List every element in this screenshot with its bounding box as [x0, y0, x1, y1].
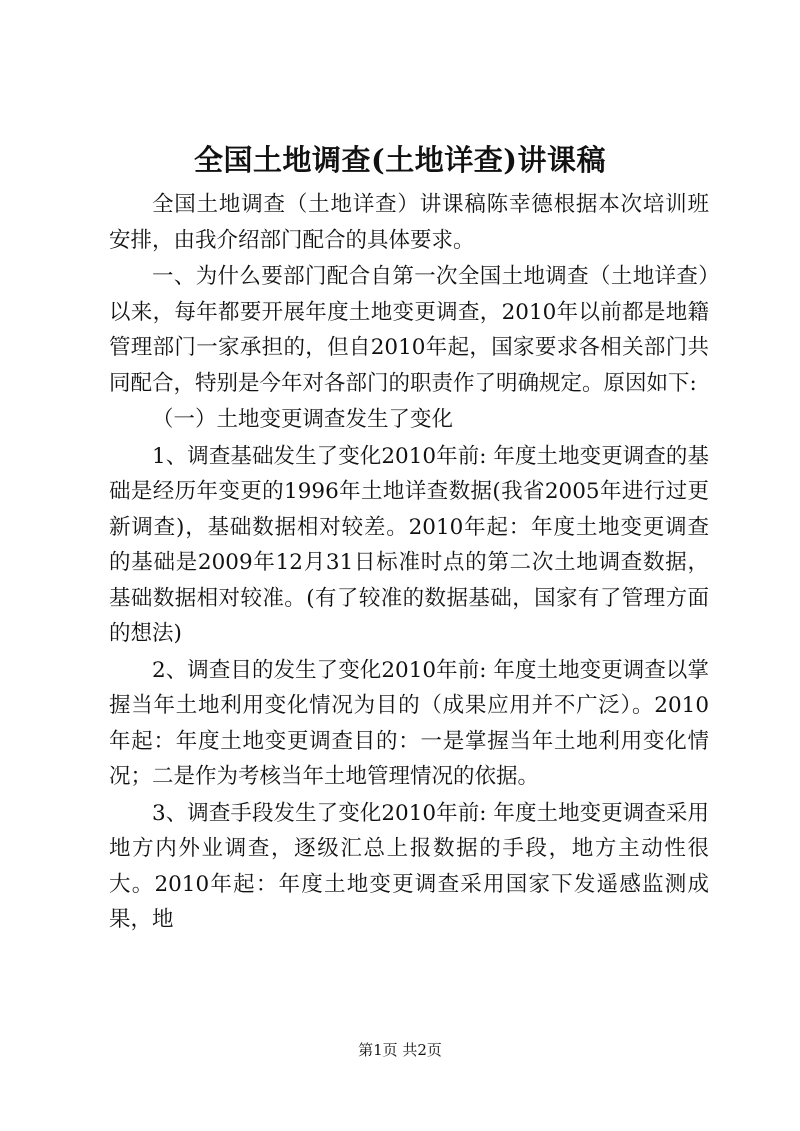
paragraph-section-1: 一、为什么要部门配合自第一次全国土地调查（土地详查）以来，每年都要开展年度土地变更调查，2010年以前都是地籍管理部门一家承担的，但自2010年起，国家要求各相关部门共同配合，特别是今年对各部门的职责作了明确规定。原因如下: — [109, 264, 709, 396]
paragraph-item-2: 2、调查目的发生了变化2010年前: 年度土地变更调查以掌握当年土地利用变化情况为目的（成果应用并不广泛）。2010年起：年度土地变更调查目的：一是掌握当年土地利用变化情况；二是作为考核当年土地管理情况的依据。 — [109, 657, 709, 789]
paragraph-item-3: 3、调查手段发生了变化2010年前: 年度土地变更调查采用地方内外业调查，逐级汇总上报数据的手段，地方主动性很大。2010年起：年度土地变更调查采用国家下发遥感监测成果，地 — [109, 800, 709, 932]
document-title: 全国土地调查(土地详查)讲课稿 — [194, 143, 606, 177]
paragraph-subheading-1: （一）土地变更调查发生了变化 — [152, 407, 454, 432]
page-number-footer: 第1页 共2页 — [358, 1041, 442, 1059]
paragraph-intro: 全国土地调查（土地详查）讲课稿陈幸德根据本次培训班安排，由我介绍部门配合的具体要求。 — [109, 192, 709, 253]
document-body — [109, 187, 709, 939]
paragraph-item-1: 1、调查基础发生了变化2010年前: 年度土地变更调查的基础是经历年变更的1996年土地详查数据(我省2005年进行过更新调查)，基础数据相对较差。2010年起：年度土地变更调查的基础是2009年12月31日标准时点的第二次土地调查数据，基础数据相对较准。(有了较准的数据基础，国家有了管理方面的想法) — [109, 443, 709, 646]
